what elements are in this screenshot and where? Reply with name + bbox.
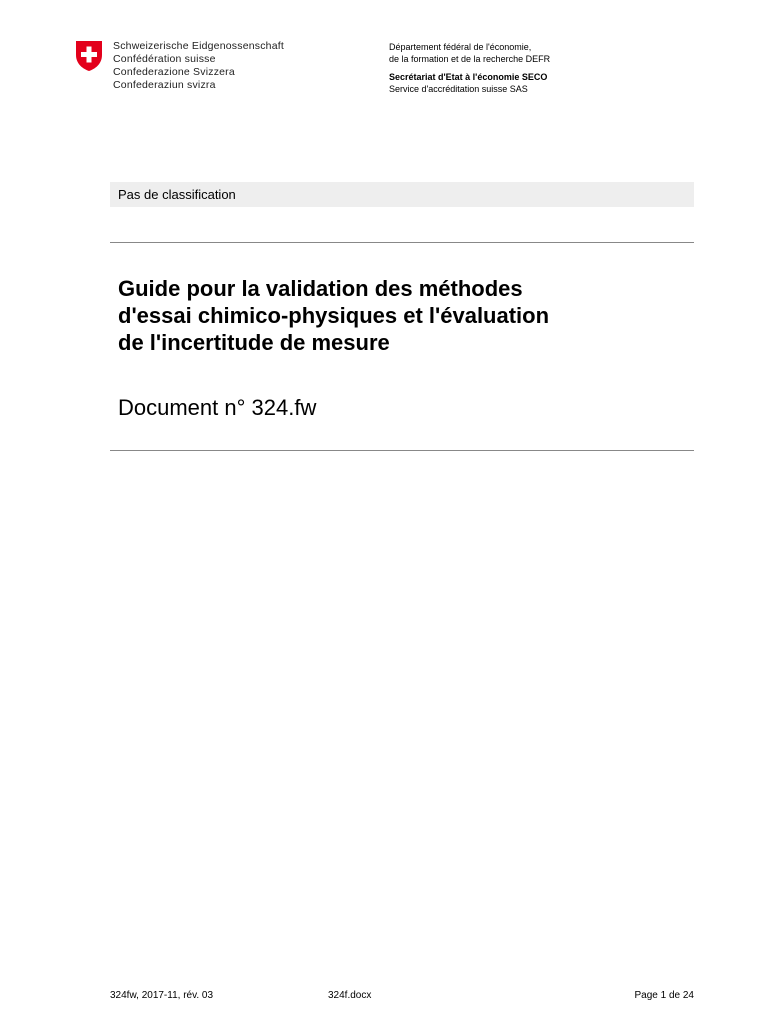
confederation-names [113,40,284,92]
confederation-name-fr: Confédération suisse [113,53,216,65]
secretariat-name: Secrétariat d'Etat à l'économie SECO [389,72,548,82]
document-number: Document n° 324.fw [118,395,317,420]
document-title [118,275,678,356]
title-line-1: Guide pour la validation des méthodes [118,276,523,301]
footer-page-number: Page 1 de 24 [634,990,694,1001]
confederation-name-it: Confederazione Svizzera [113,66,235,78]
footer-version: 324fw, 2017-11, rév. 03 [110,990,214,1001]
department-line-1: Département fédéral de l'économie, [389,42,532,52]
title-line-3: de l'incertitude de mesure [118,330,390,355]
service-name: Service d'accréditation suisse SAS [389,84,528,94]
classification-banner: Pas de classification [110,182,694,207]
department-block [389,41,550,95]
bottom-divider [110,450,694,451]
top-divider [110,242,694,243]
title-line-2: d'essai chimico-physiques et l'évaluation [118,303,550,328]
swiss-cross-shield-icon [75,40,103,72]
department-line-2: de la formation et de la recherche DEFR [389,54,551,64]
footer-filename: 324f.docx [328,990,372,1001]
confederation-name-de: Schweizerische Eidgenossenschaft [113,40,284,52]
confederation-name-rm: Confederaziun svizra [113,79,216,91]
